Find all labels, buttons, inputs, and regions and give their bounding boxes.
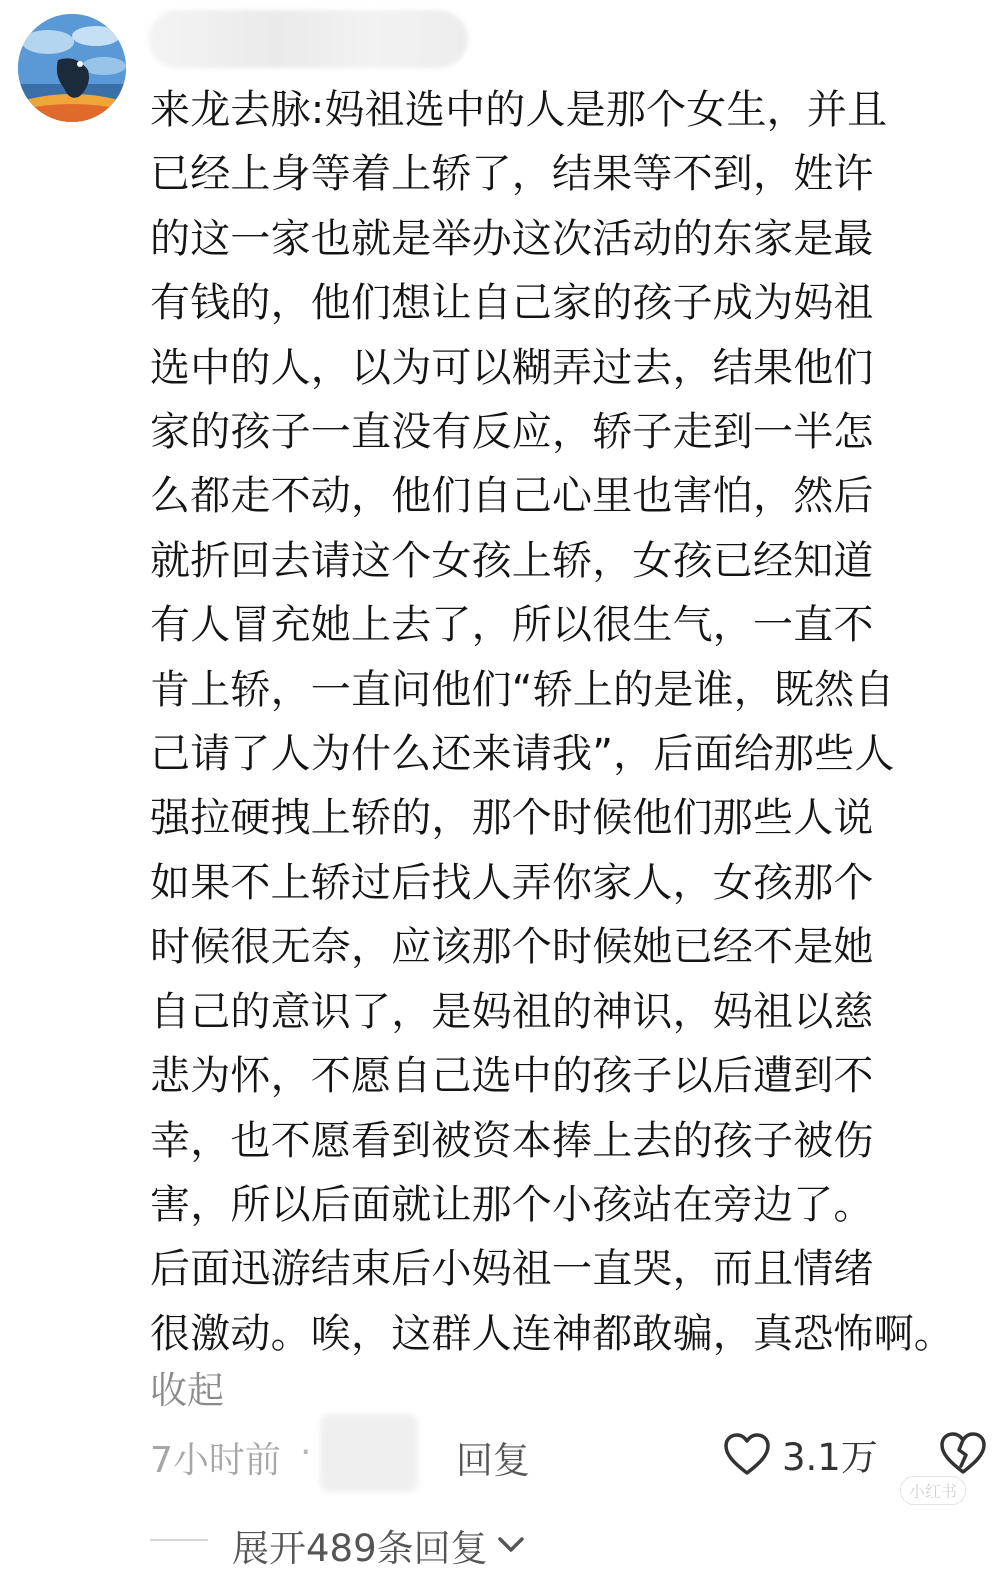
dislike-button[interactable]	[938, 1428, 988, 1478]
comment-line: 有钱的，他们想让自己家的孩子成为妈祖	[150, 280, 874, 327]
comment-line: 害，所以后面就让那个小孩站在旁边了。	[150, 1181, 874, 1228]
expand-replies-row	[0, 1512, 996, 1568]
comment-line: 如果不上轿过后找人弄你家人，女孩那个	[150, 859, 874, 906]
comment-line: 自己的意识了，是妈祖的神识，妈祖以慈	[150, 988, 874, 1035]
comment-line: 家的孩子一直没有反应，轿子走到一半怎	[150, 409, 874, 456]
comment-line: 悲为怀，不愿自己选中的孩子以后遭到不	[150, 1053, 874, 1100]
heart-outline-icon	[722, 1431, 772, 1477]
separator-dot: ·	[300, 1432, 312, 1473]
comment-meta-row	[0, 1420, 996, 1490]
comment-line: 已经上身等着上轿了，结果等不到，姓许	[150, 151, 874, 198]
comment-line: 就折回去请这个女孩上轿，女孩已经知道	[150, 537, 874, 584]
chevron-down-icon	[496, 1534, 526, 1556]
comment-line: 来龙去脉:妈祖选中的人是那个女生，并且	[150, 87, 888, 133]
comment-line: 己请了人为什么还来请我”，后面给那些人	[150, 731, 895, 778]
comment-line: 选中的人，以为可以糊弄过去，结果他们	[150, 344, 874, 391]
reply-button[interactable]: 回复	[456, 1439, 530, 1482]
avatar[interactable]	[18, 14, 126, 122]
comment-line: 么都走不动，他们自己心里也害怕，然后	[150, 473, 874, 520]
expand-replies-label: 展开489条回复	[232, 1527, 488, 1570]
comment-line: 的这一家也就是举办这次活动的东家是最	[150, 215, 874, 262]
location-redacted	[320, 1414, 418, 1492]
timestamp: 7小时前	[150, 1440, 281, 1481]
comment-text	[150, 78, 980, 1366]
broken-heart-icon	[938, 1428, 988, 1478]
comment-line: 时候很无奈，应该那个时候她已经不是她	[150, 924, 874, 971]
comment-line: 很激动。唉，这群人连神都敢骗，真恐怖啊。	[150, 1310, 954, 1357]
divider-line	[150, 1539, 208, 1541]
comment-line: 后面迅游结束后小妈祖一直哭，而且情绪	[150, 1246, 874, 1293]
expand-replies-button[interactable]	[232, 1518, 526, 1572]
comment-line: 强拉硬拽上轿的，那个时候他们那些人说	[150, 795, 874, 842]
collapse-button[interactable]: 收起	[150, 1369, 224, 1412]
comment-line: 幸，也不愿看到被资本捧上去的孩子被伤	[150, 1117, 874, 1164]
username-redacted	[148, 10, 468, 68]
like-count: 3.1万	[782, 1436, 878, 1479]
comment-line: 肯上轿，一直问他们“轿上的是谁，既然自	[150, 666, 895, 713]
avatar-image	[18, 14, 126, 122]
comment-line: 有人冒充她上去了，所以很生气，一直不	[150, 602, 874, 649]
like-button[interactable]	[722, 1426, 878, 1482]
watermark: 小红书	[900, 1476, 966, 1505]
